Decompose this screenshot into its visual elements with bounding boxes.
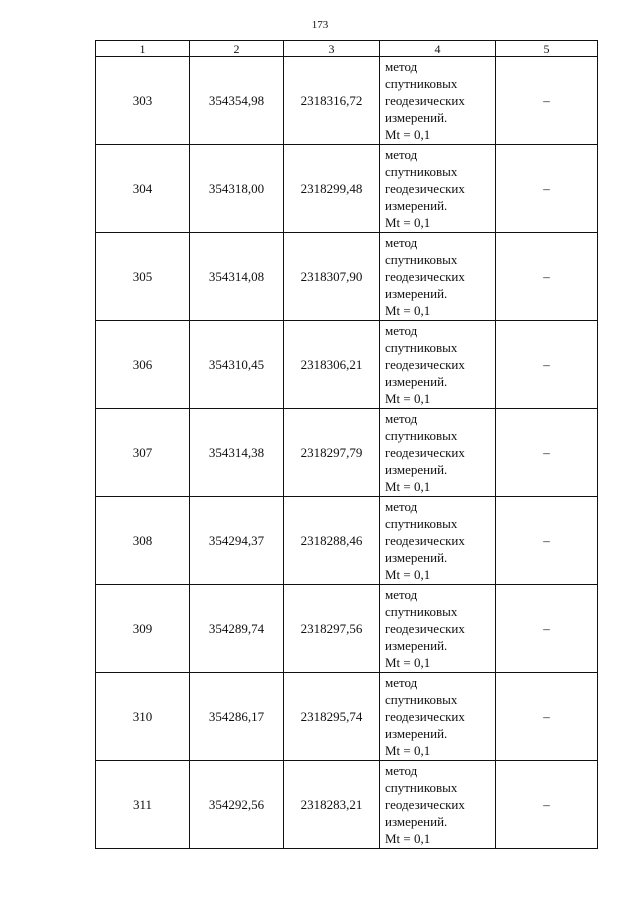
method-line: Mt = 0,1 — [385, 215, 431, 230]
page-number: 173 — [311, 19, 329, 31]
table-row — [96, 761, 598, 849]
method-line: спутниковых — [385, 252, 458, 267]
point-number-cell: 304 — [96, 145, 190, 233]
method-line: метод — [385, 675, 418, 690]
table-row — [96, 57, 598, 145]
method-line: геодезических — [385, 269, 465, 284]
column-header: 2 — [190, 41, 284, 57]
method-cell — [380, 321, 496, 409]
y-coordinate-cell: 2318295,74 — [284, 673, 380, 761]
column-header: 3 — [284, 41, 380, 57]
point-number-cell: 310 — [96, 673, 190, 761]
table-row — [96, 497, 598, 585]
method-line: измерений. — [385, 286, 448, 301]
note-cell: – — [496, 585, 598, 673]
x-coordinate-cell: 354314,08 — [190, 233, 284, 321]
method-cell — [380, 673, 496, 761]
table-row — [96, 145, 598, 233]
y-coordinate-cell: 2318299,48 — [284, 145, 380, 233]
method-line: Mt = 0,1 — [385, 391, 431, 406]
method-cell — [380, 233, 496, 321]
method-line: геодезических — [385, 181, 465, 196]
method-line: измерений. — [385, 462, 448, 477]
method-line: спутниковых — [385, 516, 458, 531]
coordinates-table — [95, 40, 598, 849]
method-line: измерений. — [385, 638, 448, 653]
table-row — [96, 233, 598, 321]
method-cell — [380, 145, 496, 233]
method-line: спутниковых — [385, 604, 458, 619]
method-line: измерений. — [385, 198, 448, 213]
method-line: метод — [385, 411, 418, 426]
method-line: метод — [385, 499, 418, 514]
column-header: 4 — [380, 41, 496, 57]
method-line: метод — [385, 147, 418, 162]
table-row — [96, 585, 598, 673]
method-cell — [380, 497, 496, 585]
method-line: метод — [385, 323, 418, 338]
x-coordinate-cell: 354310,45 — [190, 321, 284, 409]
y-coordinate-cell: 2318288,46 — [284, 497, 380, 585]
table-row — [96, 673, 598, 761]
table-row — [96, 409, 598, 497]
method-line: Mt = 0,1 — [385, 303, 431, 318]
note-cell: – — [496, 145, 598, 233]
point-number-cell: 308 — [96, 497, 190, 585]
method-cell — [380, 761, 496, 849]
point-number-cell: 309 — [96, 585, 190, 673]
method-line: метод — [385, 763, 418, 778]
note-cell: – — [496, 233, 598, 321]
method-line: геодезических — [385, 621, 465, 636]
method-line: геодезических — [385, 93, 465, 108]
method-line: измерений. — [385, 726, 448, 741]
header-row — [96, 41, 598, 57]
method-line: геодезических — [385, 445, 465, 460]
y-coordinate-cell: 2318283,21 — [284, 761, 380, 849]
y-coordinate-cell: 2318316,72 — [284, 57, 380, 145]
method-line: Mt = 0,1 — [385, 743, 431, 758]
method-line: измерений. — [385, 550, 448, 565]
method-line: метод — [385, 587, 418, 602]
y-coordinate-cell: 2318307,90 — [284, 233, 380, 321]
column-header: 5 — [496, 41, 598, 57]
method-line: спутниковых — [385, 428, 458, 443]
method-line: измерений. — [385, 110, 448, 125]
method-line: метод — [385, 235, 418, 250]
note-cell: – — [496, 673, 598, 761]
method-line: спутниковых — [385, 692, 458, 707]
method-line: Mt = 0,1 — [385, 655, 431, 670]
table-row — [96, 321, 598, 409]
method-cell — [380, 57, 496, 145]
point-number-cell: 311 — [96, 761, 190, 849]
method-line: измерений. — [385, 374, 448, 389]
note-cell: – — [496, 57, 598, 145]
method-cell — [380, 585, 496, 673]
table-body — [96, 41, 598, 849]
point-number-cell: 305 — [96, 233, 190, 321]
point-number-cell: 303 — [96, 57, 190, 145]
method-line: спутниковых — [385, 340, 458, 355]
method-line: геодезических — [385, 357, 465, 372]
method-line: геодезических — [385, 797, 465, 812]
method-line: спутниковых — [385, 164, 458, 179]
y-coordinate-cell: 2318306,21 — [284, 321, 380, 409]
x-coordinate-cell: 354354,98 — [190, 57, 284, 145]
x-coordinate-cell: 354292,56 — [190, 761, 284, 849]
method-line: Mt = 0,1 — [385, 567, 431, 582]
x-coordinate-cell: 354318,00 — [190, 145, 284, 233]
method-line: геодезических — [385, 533, 465, 548]
method-cell — [380, 409, 496, 497]
x-coordinate-cell: 354314,38 — [190, 409, 284, 497]
y-coordinate-cell: 2318297,56 — [284, 585, 380, 673]
method-line: спутниковых — [385, 76, 458, 91]
note-cell: – — [496, 761, 598, 849]
y-coordinate-cell: 2318297,79 — [284, 409, 380, 497]
note-cell: – — [496, 497, 598, 585]
method-line: геодезических — [385, 709, 465, 724]
method-line: Mt = 0,1 — [385, 127, 431, 142]
x-coordinate-cell: 354294,37 — [190, 497, 284, 585]
point-number-cell: 307 — [96, 409, 190, 497]
method-line: метод — [385, 59, 418, 74]
method-line: Mt = 0,1 — [385, 479, 431, 494]
method-line: спутниковых — [385, 780, 458, 795]
x-coordinate-cell: 354289,74 — [190, 585, 284, 673]
x-coordinate-cell: 354286,17 — [190, 673, 284, 761]
note-cell: – — [496, 321, 598, 409]
method-line: Mt = 0,1 — [385, 831, 431, 846]
note-cell: – — [496, 409, 598, 497]
column-header: 1 — [96, 41, 190, 57]
method-line: измерений. — [385, 814, 448, 829]
point-number-cell: 306 — [96, 321, 190, 409]
